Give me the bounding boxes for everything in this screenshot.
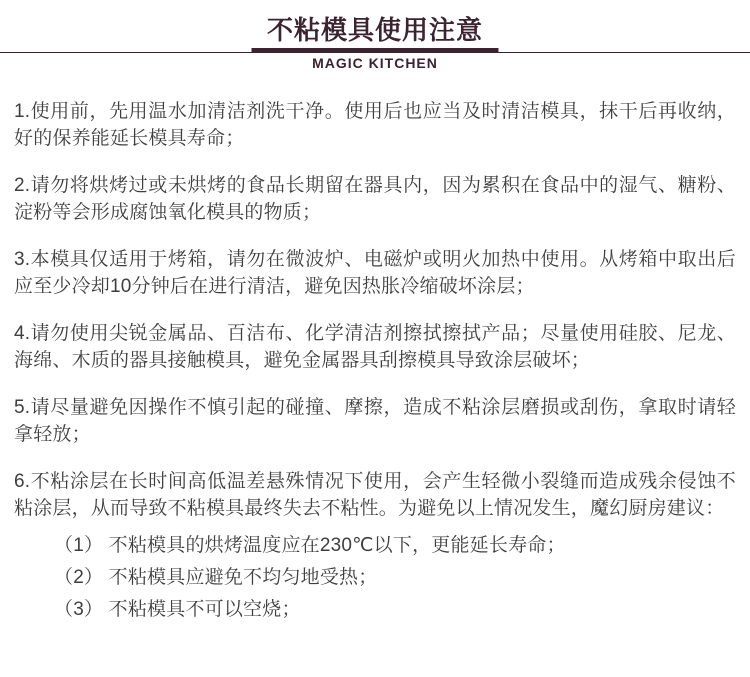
header	[0, 14, 750, 72]
suggestion-item-2: （2） 不粘模具应避免不均匀地受热；	[54, 567, 378, 588]
brand-name: MAGIC KITCHEN	[312, 55, 438, 71]
note-paragraph-5: 5.请尽量避免因操作不慎引起的碰撞、摩擦，造成不粘涂层磨损或刮伤，拿取时请轻拿轻放；	[14, 397, 736, 445]
suggestion-item-1: （1） 不粘模具的烘烤温度应在230℃以下，更能延长寿命；	[54, 535, 566, 556]
note-paragraph-1: 1.使用前，先用温水加清洁剂洗干净。使用后也应当及时清洁模具，抹干后再收纳，好的保养能延长模具寿命；	[14, 101, 736, 149]
page-title: 不粘模具使用注意	[266, 15, 483, 45]
suggestion-list	[14, 530, 736, 626]
note-paragraph-2: 2.请勿将烘烤过或未烘烤的食品长期留在器具内，因为累积在食品中的湿气、糖粉、淀粉等会形成腐蚀氧化模具的物质；	[14, 175, 736, 223]
note-paragraph-6: 6.不粘涂层在长时间高低温差悬殊情况下使用，会产生轻微小裂缝而造成残余侵蚀不粘涂层，从而导致不粘模具最终失去不粘性。为避免以上情况发生，魔幻厨房建议：	[14, 471, 736, 519]
note-paragraph-4: 4.请勿使用尖锐金属品、百洁布、化学清洁剂擦拭擦拭产品；尽量使用硅胶、尼龙、海绵、木质的器具接触模具，避免金属器具刮擦模具导致涂层破坏；	[14, 323, 736, 371]
notice-body	[0, 98, 750, 626]
divider-thick-bar	[252, 48, 499, 53]
note-paragraph-3: 3.本模具仅适用于烤箱，请勿在微波炉、电磁炉或明火加热中使用。从烤箱中取出后应至少冷却10分钟后在进行清洁，避免因热胀冷缩破坏涂层；	[14, 249, 736, 297]
suggestion-item-3: （3） 不粘模具不可以空烧；	[54, 599, 301, 620]
title-divider	[0, 48, 750, 53]
